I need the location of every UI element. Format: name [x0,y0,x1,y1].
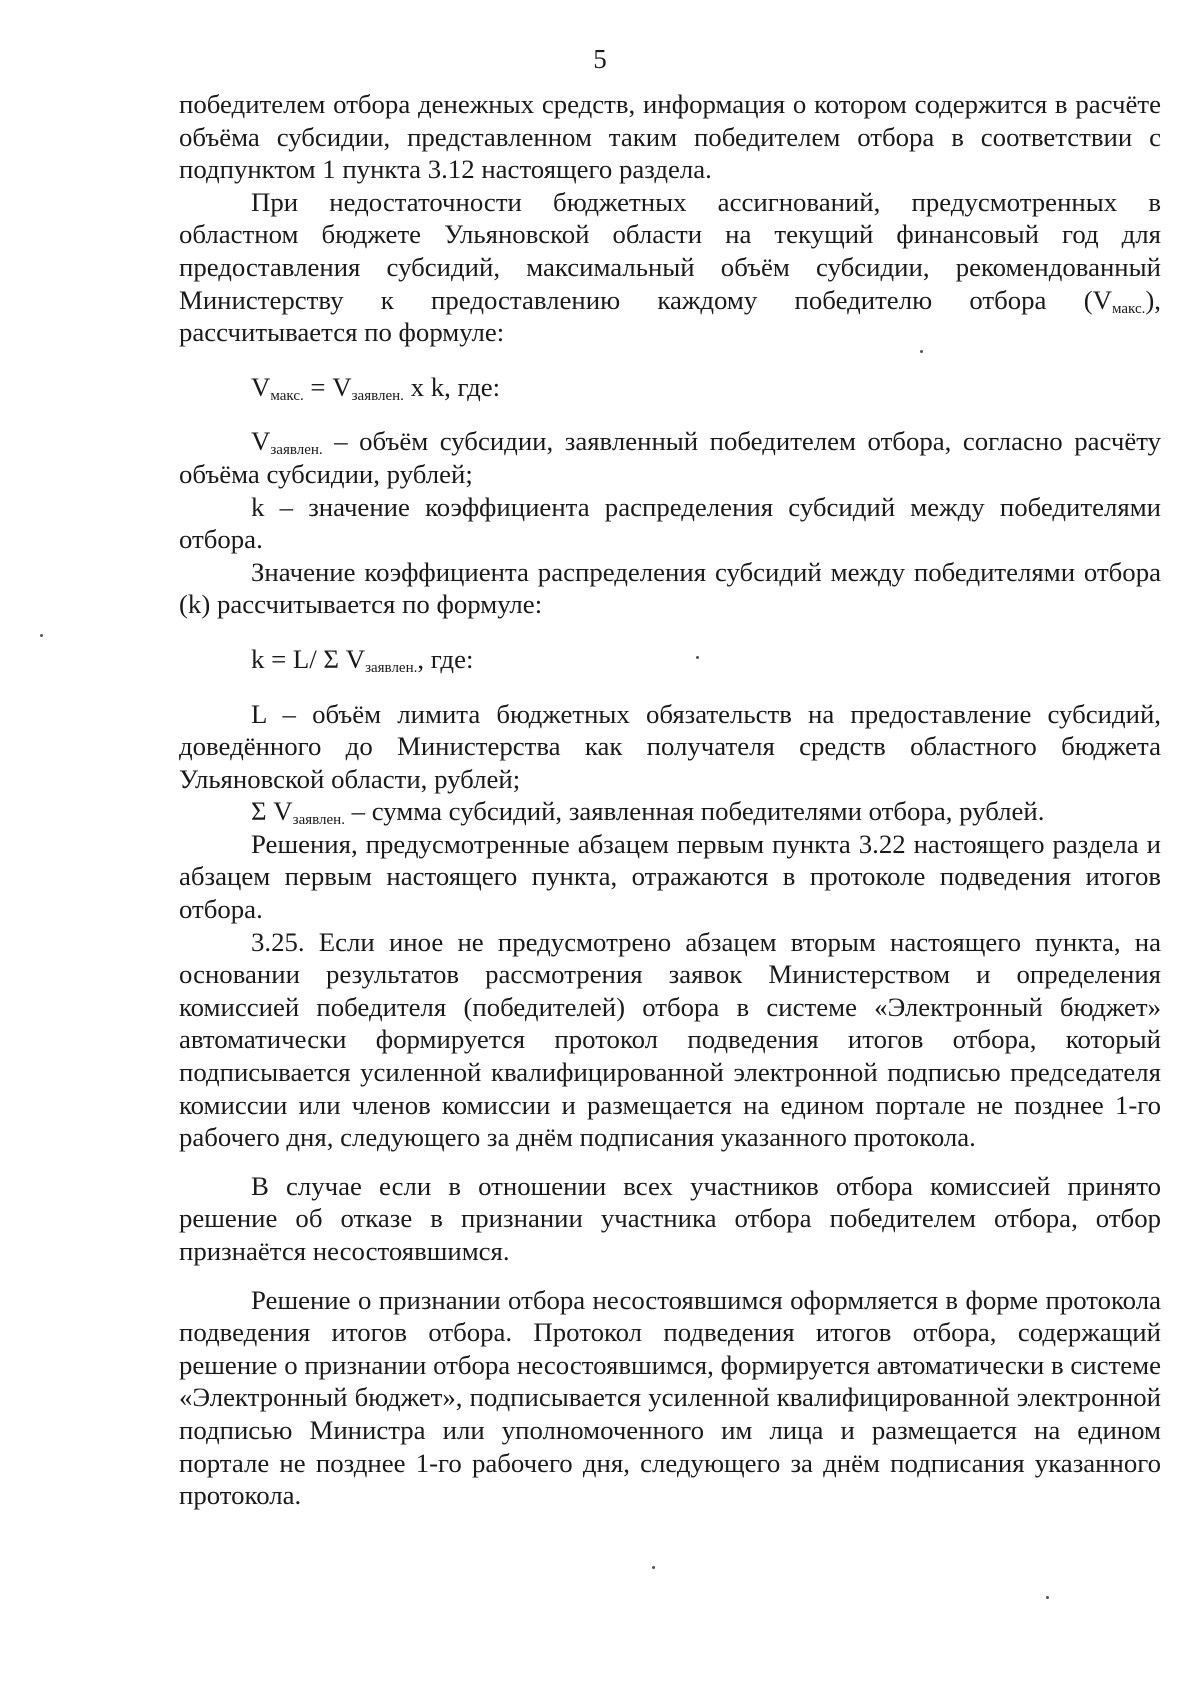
definition-text: – сумма субсидий, заявленная победителями отбора, рублей. [344,796,1045,827]
paragraph-failed-selection: Решение о признании отбора несостоявшимся оформляется в форме протокола подведения итогов отбора. Протокол подведения итогов отбора, содержащий решение о признании отбора несостоявшимся, формируется автоматически в системе «Электронный бюджет», подписывается усиленной квалифицированной электронной подписью Министра или уполномоченного им лица и размещается на едином портале не позднее 1-го рабочего дня, следующего за днём подписания указанного протокола. [179,1284,1161,1511]
subscript-declared: заявлен. [292,812,345,829]
formula-rest: , где: [417,643,474,674]
scan-speck [696,656,699,659]
paragraph-all-rejected: В случае если в отношении всех участников отбора комиссией принято решение об отказе в признании участника отбора победителем отбора, отбор признаётся несостоявшимся. [179,1170,1161,1266]
formula-start: k = L/ Σ V [251,643,366,674]
paragraph-coefficient: Значение коэффициента распределения субсидий между победителями отбора (k) рассчитывается по формуле: [179,556,1161,620]
subscript-max: макс. [270,387,304,404]
document-body [179,88,1161,1512]
scan-speck [40,634,43,637]
paragraph-text-tail: ), рассчитывается по формуле: [179,284,1161,348]
formula-symbol: V [251,371,271,402]
formula-rest: x k, где: [403,371,501,402]
paragraph-insufficient-allocations [179,186,1161,349]
definition-k: k – значение коэффициента распределения субсидий между победителями отбора. [179,491,1161,555]
definition-symbol: V [251,426,271,457]
formula-k [179,643,1161,676]
formula-equals: = V [303,371,352,402]
definition-text: – объём субсидии, заявленный победителем отбора, согласно расчёту объёма субсидии, рублей; [179,426,1161,489]
paragraph-3-25: 3.25. Если иное не предусмотрено абзацем вторым настоящего пункта, на основании результатов рассмотрения заявок Министерством и определения комиссией победителя (победителей) отбора в системе «Электронный бюджет» автоматически формируется протокол подведения итогов отбора, который подписывается усиленной квалифицированной электронной подписью председателя комиссии или членов комиссии и размещается на едином портале не позднее 1-го рабочего дня, следующего за днём подписания указанного протокола. [179,926,1161,1153]
definition-symbol: Σ V [251,796,293,827]
definition-sum-v [179,795,1161,828]
paragraph-continuation: победителем отбора денежных средств, информация о котором содержится в расчёте объёма субсидии, представленном таким победителем отбора в соответствии с подпунктом 1 пункта 3.12 настоящего раздела. [179,89,1161,185]
scan-speck [920,350,923,353]
definition-v-declared [179,425,1161,490]
scan-speck [1046,1596,1049,1599]
page-number: 5 [593,44,607,74]
definition-l: L – объём лимита бюджетных обязательств на предоставление субсидий, доведённого до Министерства как получателя средств областного бюджета Ульяновской области, рублей; [179,698,1161,794]
subscript-declared: заявлен. [365,659,418,676]
formula-v-max [179,371,1161,404]
subscript-declared: заявлен. [270,442,323,459]
subscript-declared: заявлен. [351,387,404,404]
paragraph-text: При недостаточности бюджетных ассигнований, предусмотренных в областном бюджете Ульяновской области на текущий финансовый год для предоставления субсидий, максимальный объём субсидии, рекомендованный Министерству к предоставлению каждому победителю отбора (V [179,186,1161,315]
subscript-max: макс. [1112,300,1146,317]
paragraph-decisions: Решения, предусмотренные абзацем первым пункта 3.22 настоящего раздела и абзацем первым настоящего пункта, отражаются в протоколе подведения итогов отбора. [179,828,1161,925]
scan-speck [652,1566,655,1569]
